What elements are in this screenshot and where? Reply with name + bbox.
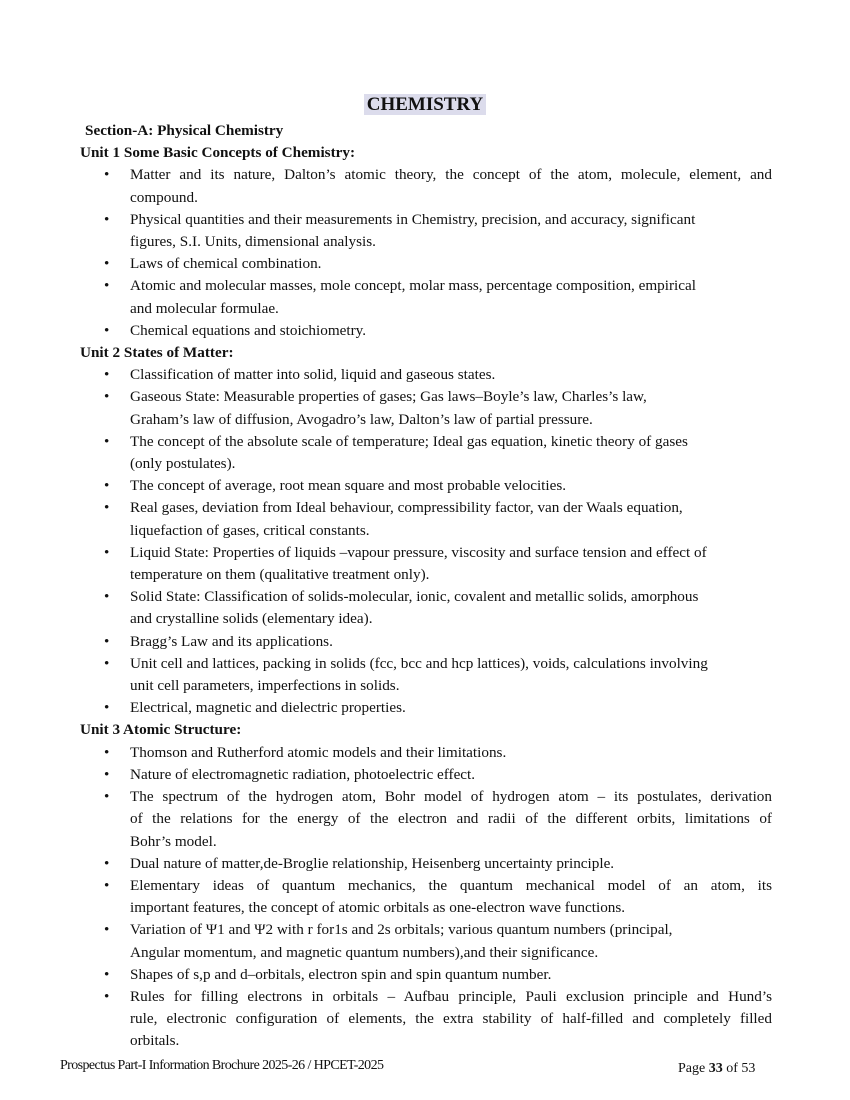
unit-heading: Unit 3 Atomic Structure: <box>80 721 242 739</box>
list-item <box>80 275 772 319</box>
list-item-line: Physical quantities and their measurements in Chemistry, precision, and accuracy, significant <box>130 210 696 228</box>
list-item-line: Elementary ideas of quantum mechanics, the quantum mechanical model of an atom, its <box>130 876 772 894</box>
list-item-line: figures, S.I. Units, dimensional analysis. <box>130 233 376 251</box>
list-item <box>80 253 772 275</box>
list-item <box>80 786 772 853</box>
topic-list <box>80 164 772 342</box>
list-item <box>80 653 772 697</box>
bullet-icon: • <box>104 321 110 339</box>
list-item-line: Classification of matter into solid, liquid and gaseous states. <box>130 366 496 384</box>
bullet-icon: • <box>104 788 110 806</box>
list-item-line: Electrical, magnetic and dielectric properties. <box>130 699 406 717</box>
list-item-line: Dual nature of matter,de-Broglie relationship, Heisenberg uncertainty principle. <box>130 854 615 872</box>
bullet-icon: • <box>104 654 110 672</box>
bullet-icon: • <box>104 477 110 495</box>
list-item-line: Solid State: Classification of solids-molecular, ionic, covalent and metallic solids, amorphous <box>130 588 699 606</box>
title-text: CHEMISTRY <box>364 94 487 115</box>
document-content <box>80 120 772 1053</box>
list-item-line: Atomic and molecular masses, mole concept, molar mass, percentage composition, empirical <box>130 277 696 295</box>
list-item <box>80 475 772 497</box>
list-item <box>80 542 772 586</box>
list-item-line: (only postulates). <box>130 455 236 473</box>
list-item-line: Real gases, deviation from Ideal behaviour, compressibility factor, van der Waals equation, <box>130 499 683 517</box>
bullet-icon: • <box>104 743 110 761</box>
topic-list <box>80 364 772 719</box>
bullet-icon: • <box>104 699 110 717</box>
list-item-line: The concept of average, root mean square and most probable velocities. <box>130 477 567 495</box>
list-item-line: unit cell parameters, imperfections in solids. <box>130 677 400 695</box>
list-item-line: Bragg’s Law and its applications. <box>130 632 333 650</box>
list-item <box>80 497 772 541</box>
list-item <box>80 364 772 386</box>
bullet-icon: • <box>104 876 110 894</box>
list-item-line: of the relations for the energy of the electron and radii of the different orbits, limitations of <box>130 810 772 828</box>
bullet-icon: • <box>104 255 110 273</box>
bullet-icon: • <box>104 499 110 517</box>
list-item-line: Laws of chemical combination. <box>130 255 322 273</box>
bullet-icon: • <box>104 965 110 983</box>
list-item-line: The concept of the absolute scale of temperature; Ideal gas equation, kinetic theory of gases <box>130 432 688 450</box>
units-container <box>80 142 772 1052</box>
list-item-line: Gaseous State: Measurable properties of gases; Gas laws–Boyle’s law, Charles’s law, <box>130 388 647 406</box>
unit-heading: Unit 1 Some Basic Concepts of Chemistry: <box>80 144 356 162</box>
list-item <box>80 386 772 430</box>
list-item-line: Liquid State: Properties of liquids –vapour pressure, viscosity and surface tension and effect of <box>130 543 707 561</box>
list-item-line: The spectrum of the hydrogen atom, Bohr model of hydrogen atom – its postulates, derivation <box>130 788 772 806</box>
list-item-line: Nature of electromagnetic radiation, photoelectric effect. <box>130 765 476 783</box>
list-item-line: Graham’s law of diffusion, Avogadro’s law, Dalton’s law of partial pressure. <box>130 410 593 428</box>
list-item <box>80 586 772 630</box>
page-total: of 53 <box>722 1061 756 1076</box>
list-item <box>80 964 772 986</box>
list-item-line: Unit cell and lattices, packing in solids (fcc, bcc and hcp lattices), voids, calculations involving <box>130 654 708 672</box>
page-prefix: Page <box>678 1061 709 1076</box>
list-item-line: Matter and its nature, Dalton’s atomic theory, the concept of the atom, molecule, element, and <box>130 166 772 184</box>
list-item <box>80 431 772 475</box>
bullet-icon: • <box>104 166 110 184</box>
list-item <box>80 919 772 963</box>
list-item <box>80 209 772 253</box>
bullet-icon: • <box>104 588 110 606</box>
list-item <box>80 631 772 653</box>
list-item-line: and crystalline solids (elementary idea). <box>130 610 373 628</box>
list-item <box>80 875 772 919</box>
list-item-line: Angular momentum, and magnetic quantum numbers),and their significance. <box>130 943 599 961</box>
bullet-icon: • <box>104 277 110 295</box>
list-item-line: orbitals. <box>130 1032 180 1050</box>
list-item-line: Thomson and Rutherford atomic models and their limitations. <box>130 743 507 761</box>
list-item-line: rule, electronic configuration of elements, the extra stability of half-filled and completely filled <box>130 1010 772 1028</box>
list-item-line: temperature on them (qualitative treatment only). <box>130 566 430 584</box>
list-item <box>80 853 772 875</box>
bullet-icon: • <box>104 921 110 939</box>
list-item-line: Variation of Ψ1 and Ψ2 with r for1s and 2s orbitals; various quantum numbers (principal, <box>130 921 673 939</box>
list-item <box>80 986 772 1053</box>
bullet-icon: • <box>104 388 110 406</box>
bullet-icon: • <box>104 765 110 783</box>
bullet-icon: • <box>104 210 110 228</box>
list-item-line: liquefaction of gases, critical constants. <box>130 521 370 539</box>
list-item <box>80 697 772 719</box>
list-item-line: Rules for filling electrons in orbitals – Aufbau principle, Pauli exclusion principle and Hund’s <box>130 987 772 1005</box>
bullet-icon: • <box>104 854 110 872</box>
list-item-line: Bohr’s model. <box>130 832 217 850</box>
topic-list <box>80 742 772 1053</box>
list-item-line: Shapes of s,p and d–orbitals, electron spin and spin quantum number. <box>130 965 552 983</box>
footer-brochure-title: Prospectus Part-I Information Brochure 2025-26 / HPCET-2025 <box>60 1058 384 1073</box>
bullet-icon: • <box>104 366 110 384</box>
bullet-icon: • <box>104 543 110 561</box>
bullet-icon: • <box>104 632 110 650</box>
page-title <box>0 94 850 116</box>
footer-page-number <box>678 1061 755 1077</box>
list-item <box>80 764 772 786</box>
list-item <box>80 320 772 342</box>
bullet-icon: • <box>104 432 110 450</box>
list-item-line: important features, the concept of atomic orbitals as one-electron wave functions. <box>130 899 626 917</box>
current-page: 33 <box>708 1061 723 1076</box>
list-item <box>80 164 772 208</box>
unit-heading: Unit 2 States of Matter: <box>80 344 234 362</box>
list-item <box>80 742 772 764</box>
list-item-line: Chemical equations and stoichiometry. <box>130 321 367 339</box>
bullet-icon: • <box>104 987 110 1005</box>
list-item-line: and molecular formulae. <box>130 299 279 317</box>
section-heading: Section-A: Physical Chemistry <box>85 122 284 139</box>
list-item-line: compound. <box>130 188 198 206</box>
